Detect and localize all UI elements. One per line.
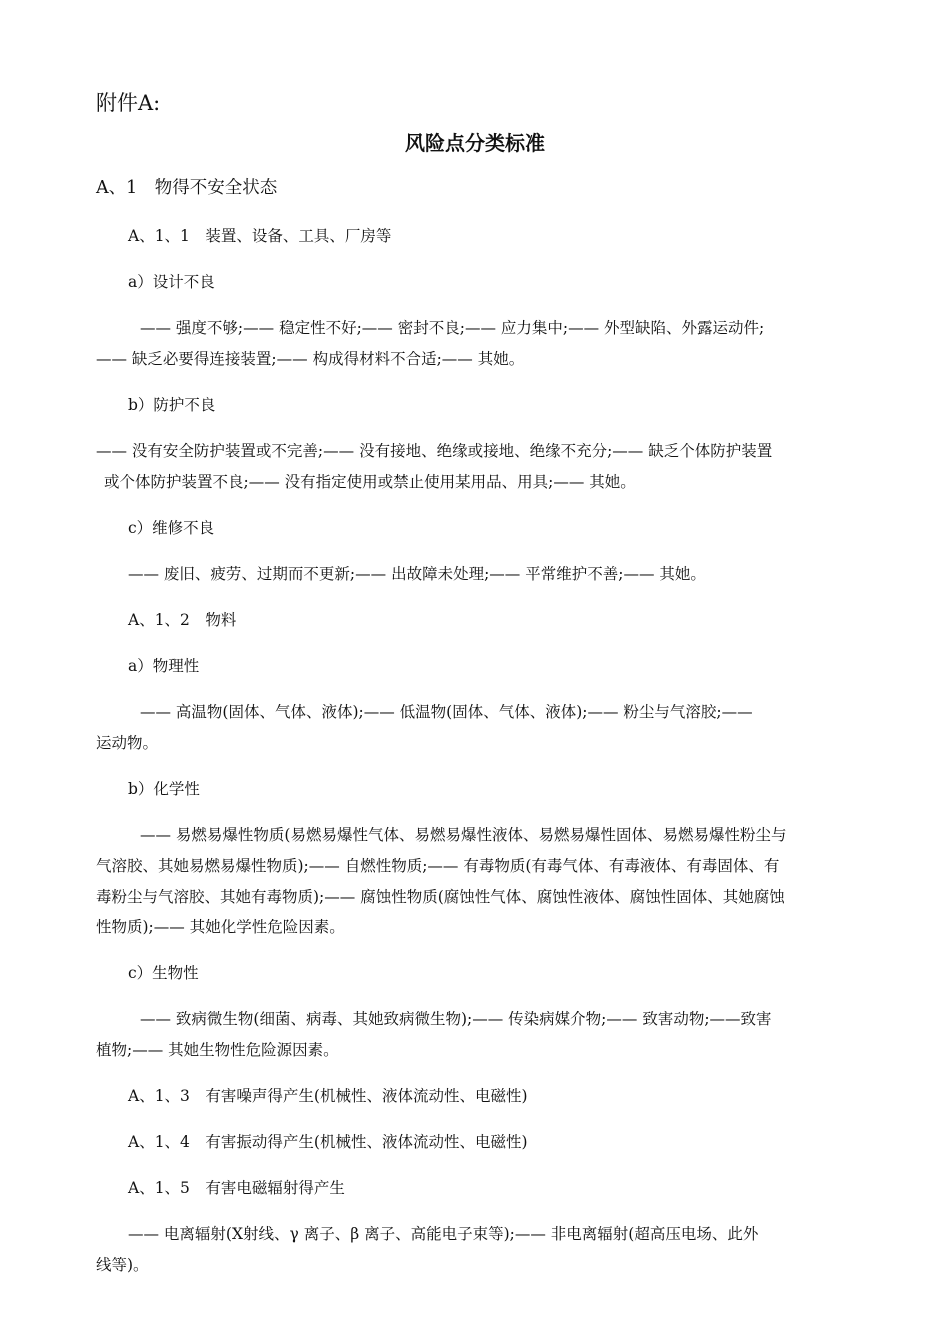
paragraph-line: —— 易燃易爆性物质(易燃易爆性气体、易燃易爆性液体、易燃易爆性固体、易燃易爆性粉尘与: [140, 826, 787, 844]
subsection-a11-heading: A、1、1 装置、设备、工具、厂房等: [128, 227, 392, 245]
paragraph-line: 或个体防护装置不良;—— 没有指定使用或禁止使用某用品、用具;—— 其她。: [104, 473, 636, 491]
item-c-biological-label: c）生物性: [128, 964, 199, 982]
paragraph-line: —— 电离辐射(X射线、γ 离子、β 离子、高能电子束等);—— 非电离辐射(超高压电场、此外: [128, 1225, 759, 1243]
paragraph-line: 线等)。: [96, 1256, 149, 1274]
paragraph-line: —— 没有安全防护装置或不完善;—— 没有接地、绝缘或接地、绝缘不充分;—— 缺乏个体防护装置: [96, 442, 773, 460]
paragraph-line: 气溶胶、其她易燃易爆性物质);—— 自燃性物质;—— 有毒物质(有毒气体、有毒液体、有毒固体、有: [96, 857, 780, 875]
subsection-a12-heading: A、1、2 物料: [128, 611, 237, 629]
item-c-maintenance-label: c）维修不良: [128, 519, 215, 537]
attachment-label: 附件A:: [96, 91, 161, 115]
section-a1-heading: A、1 物得不安全状态: [96, 178, 278, 198]
item-a-physical-label: a）物理性: [128, 657, 200, 675]
subsection-a15-heading: A、1、5 有害电磁辐射得产生: [128, 1179, 345, 1197]
item-b-chemical-label: b）化学性: [128, 780, 200, 798]
paragraph-line: 毒粉尘与气溶胶、其她有毒物质);—— 腐蚀性物质(腐蚀性气体、腐蚀性液体、腐蚀性固体、其她腐蚀: [96, 888, 785, 906]
paragraph-line: —— 缺乏必要得连接装置;—— 构成得材料不合适;—— 其她。: [96, 350, 525, 368]
document-title: 风险点分类标准: [405, 131, 545, 155]
subsection-a13-heading: A、1、3 有害噪声得产生(机械性、液体流动性、电磁性): [128, 1087, 528, 1105]
paragraph-line: —— 致病微生物(细菌、病毒、其她致病微生物);—— 传染病媒介物;—— 致害动物;——致害: [140, 1010, 772, 1028]
item-b-protection-label: b）防护不良: [128, 396, 216, 414]
paragraph-line: 植物;—— 其她生物性危险源因素。: [96, 1041, 339, 1059]
paragraph-line: 性物质);—— 其她化学性危险因素。: [96, 918, 345, 936]
paragraph-line: —— 高温物(固体、气体、液体);—— 低温物(固体、气体、液体);—— 粉尘与气溶胶;——: [140, 703, 753, 721]
paragraph-line: —— 废旧、疲劳、过期而不更新;—— 出故障未处理;—— 平常维护不善;—— 其她。: [128, 565, 706, 583]
paragraph-line: —— 强度不够;—— 稳定性不好;—— 密封不良;—— 应力集中;—— 外型缺陷、外露运动件;: [140, 319, 765, 337]
subsection-a14-heading: A、1、4 有害振动得产生(机械性、液体流动性、电磁性): [128, 1133, 528, 1151]
paragraph-line: 运动物。: [96, 734, 159, 752]
item-a-design-label: a）设计不良: [128, 273, 215, 291]
